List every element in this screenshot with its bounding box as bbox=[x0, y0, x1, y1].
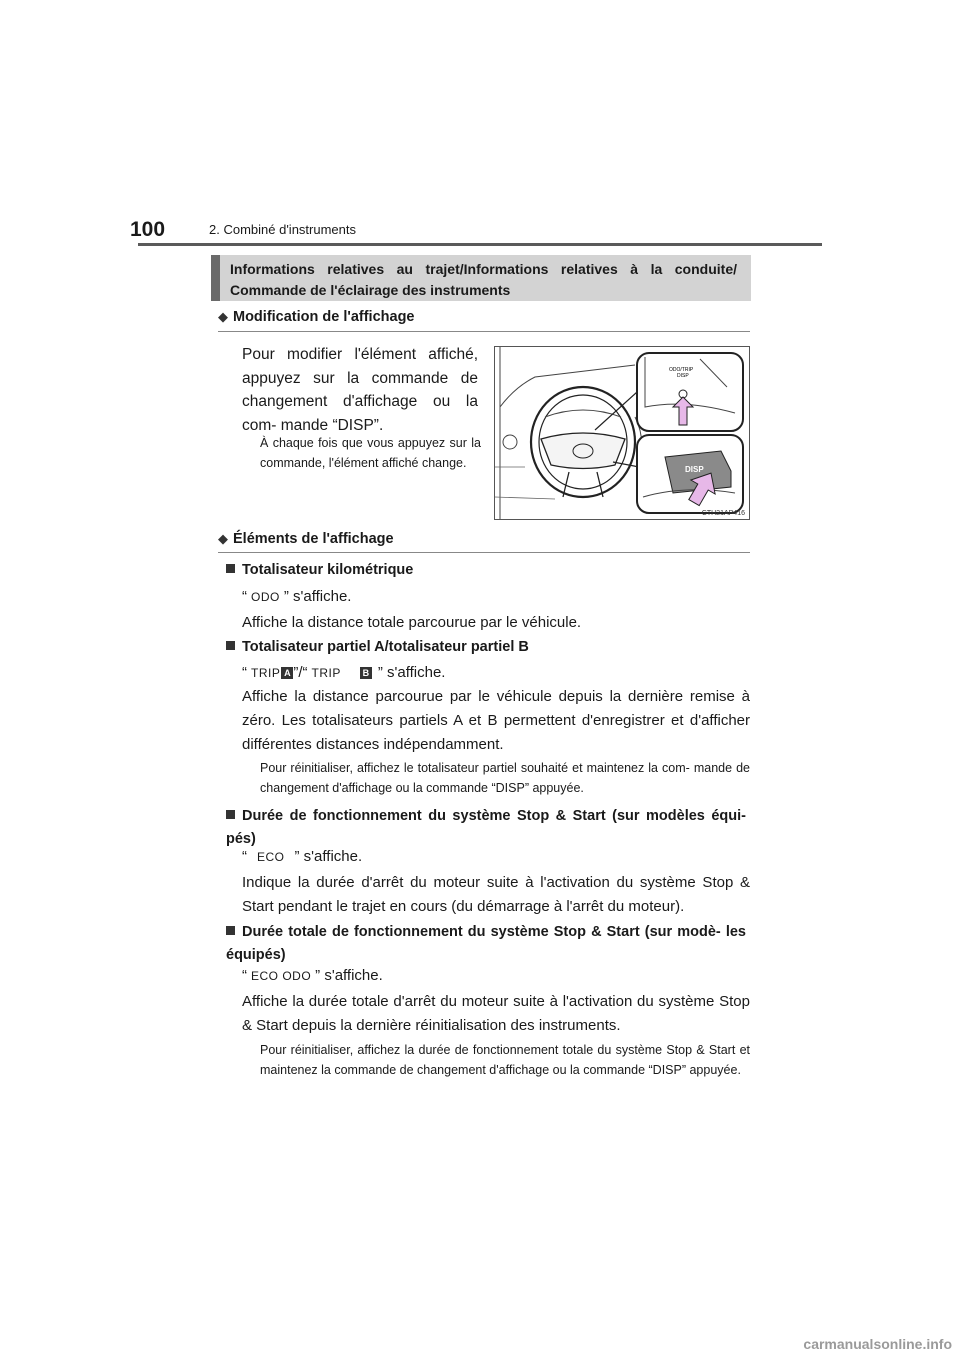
square-bullet-icon bbox=[226, 921, 242, 944]
item-quote-trip: “ TRIP A ”/“ TRIP B ” s'affiche. bbox=[242, 664, 446, 681]
display-token-eco: ECO bbox=[257, 850, 285, 864]
display-token-odo: ODO bbox=[251, 590, 280, 604]
fig-label-disp-lower: DISP bbox=[685, 465, 704, 474]
item-quote-odometer: “ ODO ” s'affiche. bbox=[242, 588, 352, 605]
item-quote-stop-start: “ ECO ” s'affiche. bbox=[242, 848, 363, 865]
item-body-trip: Affiche la distance parcourue par le véhicule depuis la dernière remise à zéro. Les totalisateurs partiels A et B permettent d'enregistrer et d'afficher différentes distances indépendamment. bbox=[242, 688, 750, 753]
header-rule bbox=[138, 243, 822, 246]
square-bullet-icon bbox=[226, 559, 242, 582]
item-body-stop-start: Indique la durée d'arrêt du moteur suite à l'activation du système Stop & Start pendant le trajet en cours (du démarrage à l'arrêt du moteur). bbox=[242, 874, 750, 915]
subheading-change-display: ◆ Modification de l'affichage bbox=[218, 309, 415, 325]
item-title-odometer: Totalisateur kilométrique bbox=[226, 559, 746, 582]
watermark: carmanualsonline.info bbox=[803, 1336, 952, 1352]
item-note-trip: Pour réinitialiser, affichez le totalisateur partiel souhaité et maintenez la com- mande de changement d'affichage ou la commande “DISP” appuyée. bbox=[260, 761, 750, 795]
diamond-bullet-icon: ◆ bbox=[218, 531, 228, 546]
figure-code: CTH21AP416 bbox=[701, 510, 745, 517]
chapter-title: 2. Combiné d'instruments bbox=[209, 222, 356, 237]
fig-label-disp-upper: DISP bbox=[677, 373, 689, 379]
section-title-box bbox=[211, 255, 751, 301]
display-token-trip-a: TRIP bbox=[251, 666, 281, 680]
change-display-note: À chaque fois que vous appuyez sur la commande, l'élément affiché change. bbox=[260, 436, 481, 470]
item-body-odometer: Affiche la distance totale parcourue par le véhicule. bbox=[242, 614, 582, 631]
subheading-rule bbox=[218, 552, 750, 553]
display-token-trip-b: TRIP bbox=[311, 666, 341, 680]
subheading-rule bbox=[218, 331, 750, 332]
square-bullet-icon bbox=[226, 805, 242, 828]
diamond-bullet-icon: ◆ bbox=[218, 309, 228, 324]
badge-b: B bbox=[360, 667, 372, 679]
item-title-stop-start-total: Durée totale de fonctionnement du système Stop & Start (sur modè- les équipés) bbox=[226, 921, 746, 967]
page-number: 100 bbox=[130, 218, 166, 241]
subheading-display-items: ◆ Éléments de l'affichage bbox=[218, 531, 394, 547]
fig-label-odotrip: ODO/TRIP bbox=[669, 367, 694, 373]
display-token-eco-odo: ECO ODO bbox=[251, 969, 312, 983]
steering-wheel-illustration bbox=[495, 347, 749, 519]
item-title-trip: Totalisateur partiel A/totalisateur partiel B bbox=[226, 636, 746, 659]
change-display-body: Pour modifier l'élément affiché, appuyez sur la commande de changement d'affichage ou la com- mande “DISP”. bbox=[242, 346, 478, 434]
item-title-stop-start: Durée de fonctionnement du système Stop & Start (sur modèles équi- pés) bbox=[226, 805, 746, 851]
item-note-stop-start-total: Pour réinitialiser, affichez la durée de fonctionnement totale du système Stop & Start et maintenez la commande de changement d'affichage ou la commande “DISP” appuyée. bbox=[260, 1043, 750, 1077]
item-body-stop-start-total: Affiche la durée totale d'arrêt du moteur suite à l'activation du système Stop & Start depuis la dernière réinitialisation des instruments. bbox=[242, 993, 750, 1034]
section-title: Informations relatives au trajet/Informations relatives à la conduite/ Commande de l'éclairage des instruments bbox=[230, 261, 737, 298]
item-quote-stop-start-total: “ ECO ODO ” s'affiche. bbox=[242, 967, 383, 984]
instrument-figure bbox=[494, 346, 750, 520]
badge-a: A bbox=[281, 667, 293, 679]
square-bullet-icon bbox=[226, 636, 242, 659]
